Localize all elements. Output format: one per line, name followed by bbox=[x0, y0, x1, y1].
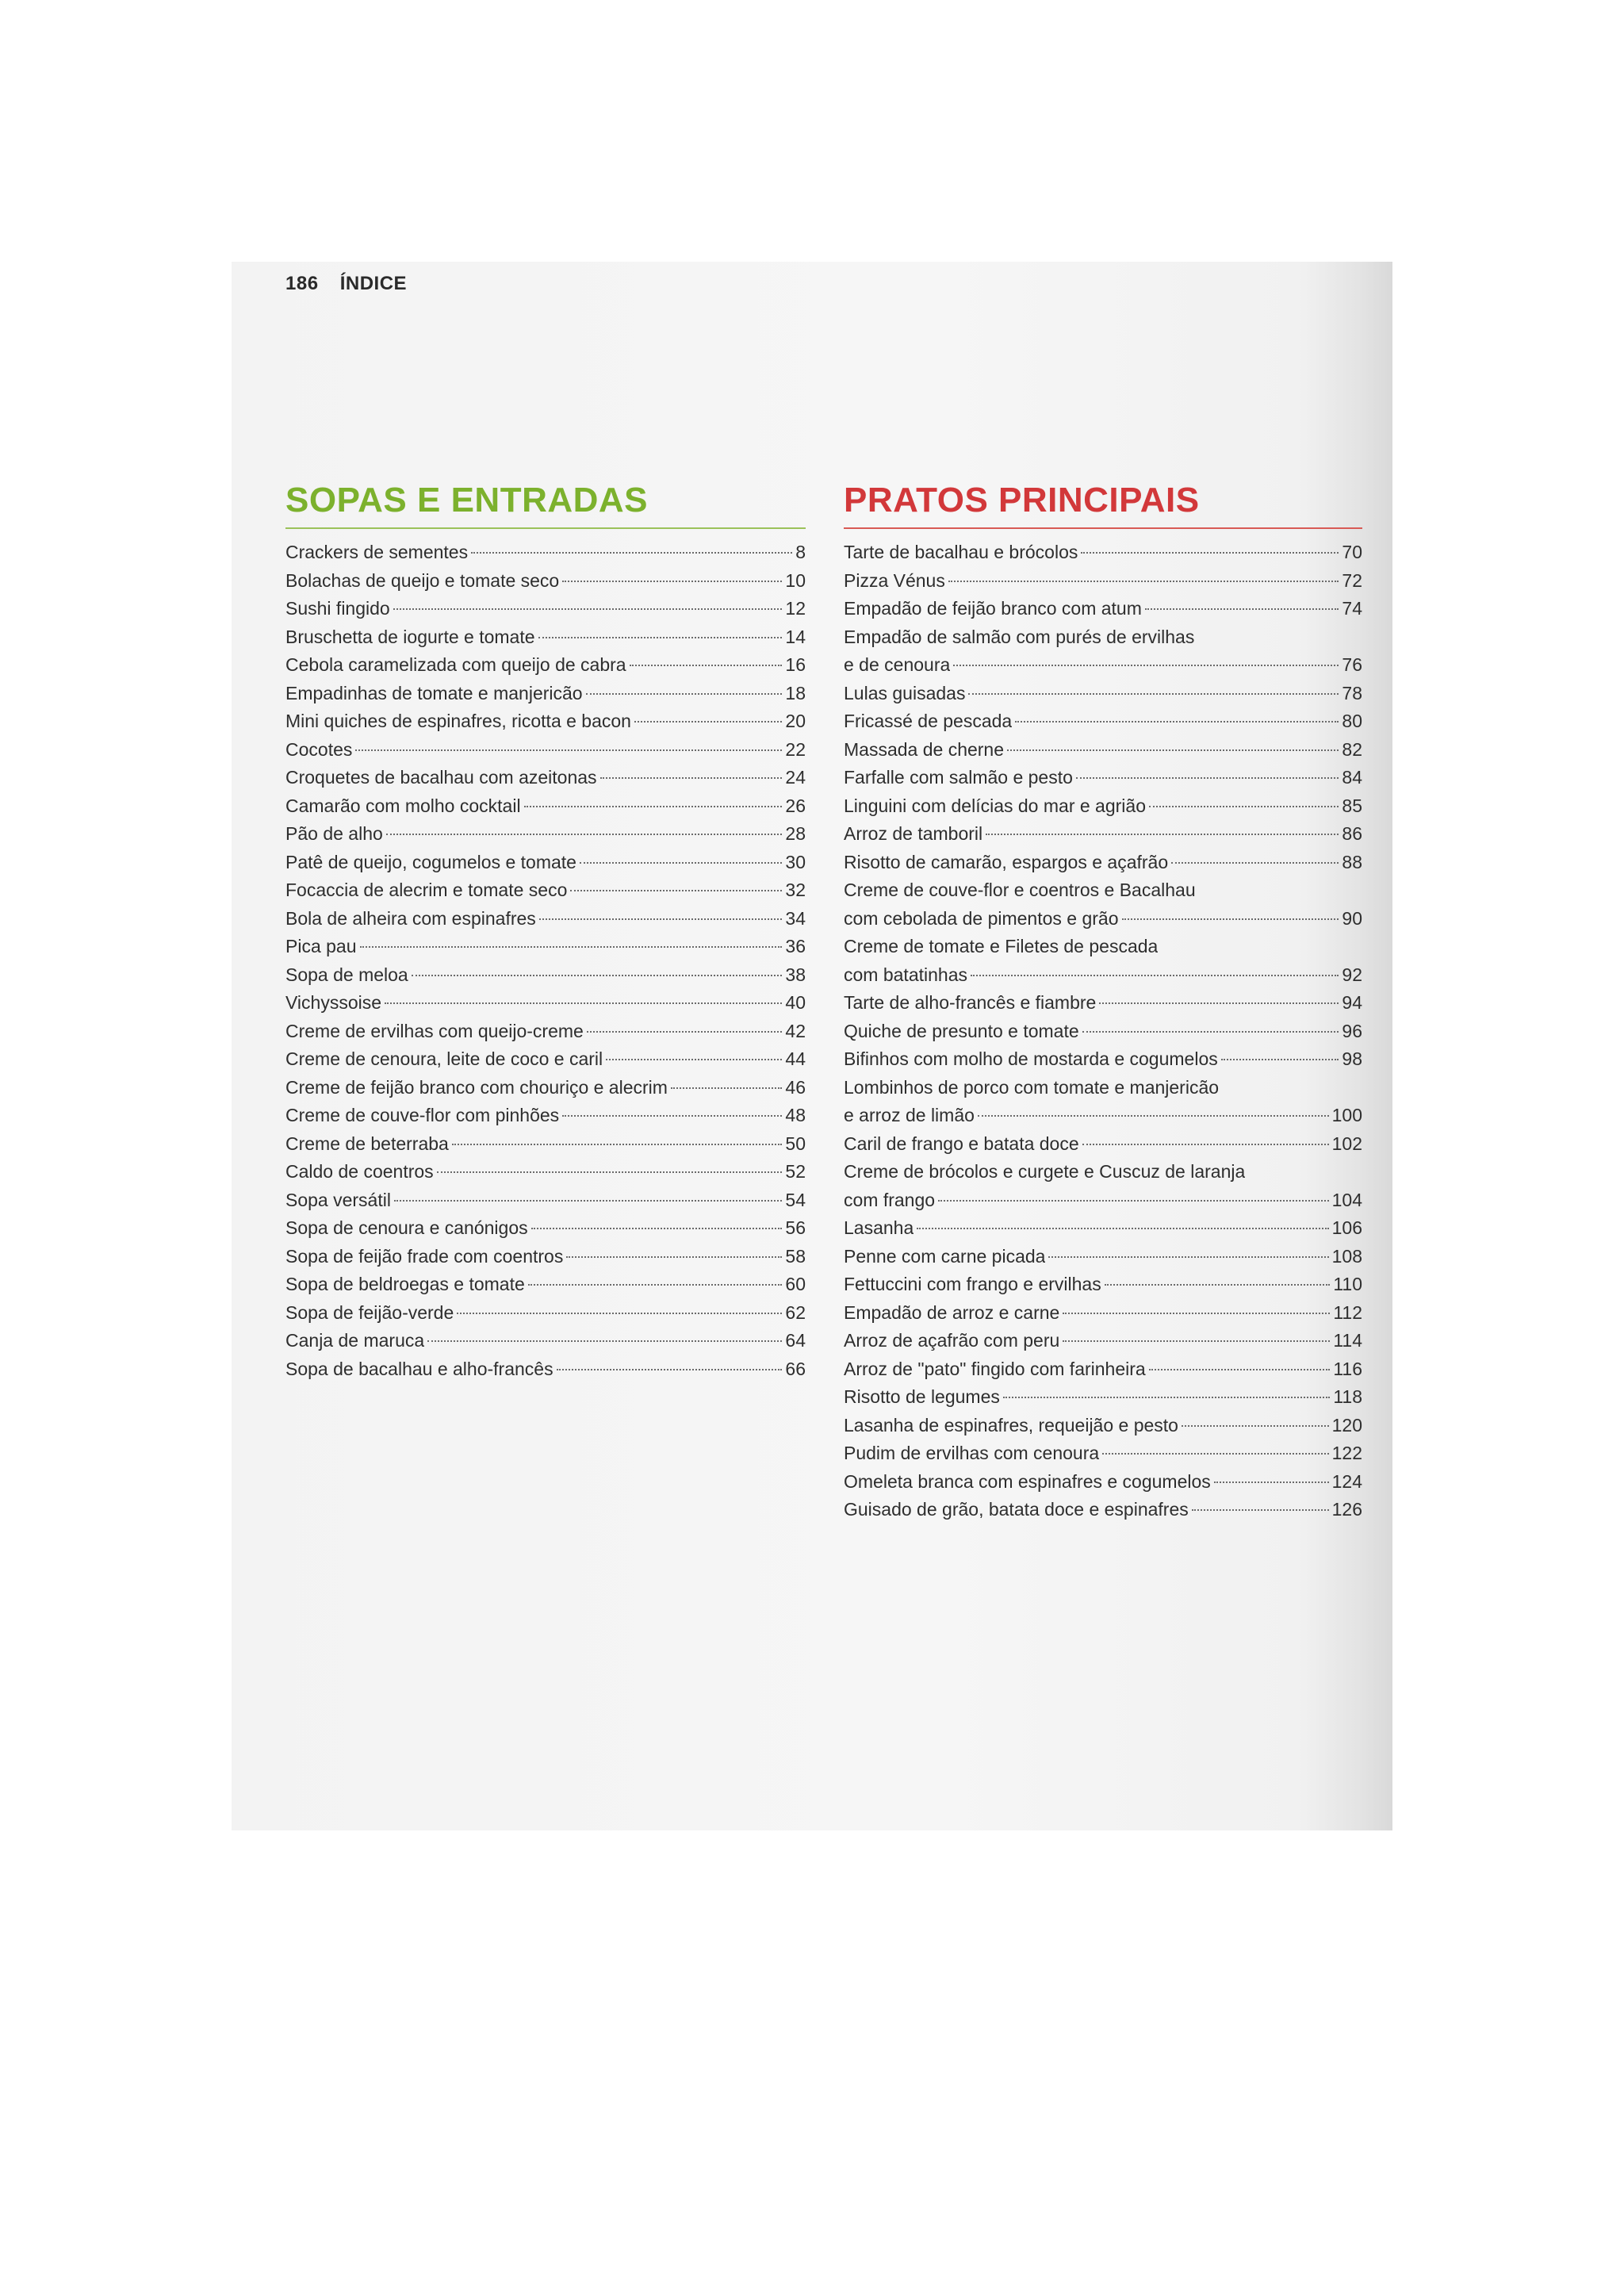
entry-page-number: 116 bbox=[1333, 1358, 1362, 1379]
index-entry bbox=[844, 1271, 1362, 1299]
entry-title: Lasanha bbox=[844, 1217, 914, 1238]
index-entry bbox=[844, 1186, 1362, 1215]
dot-leader bbox=[1145, 608, 1339, 610]
dot-leader bbox=[938, 1200, 1329, 1202]
entry-title: Sopa versátil bbox=[285, 1189, 391, 1210]
entry-page-number: 84 bbox=[1342, 767, 1362, 788]
entry-page-number: 108 bbox=[1331, 1245, 1362, 1267]
page-number: 186 bbox=[285, 273, 319, 294]
running-head bbox=[285, 273, 407, 295]
entry-page-number: 52 bbox=[785, 1161, 806, 1182]
entry-title: Sopa de feijão frade com coentros bbox=[285, 1245, 564, 1267]
entry-page-number: 82 bbox=[1342, 738, 1362, 760]
index-entry bbox=[844, 989, 1362, 1018]
entry-page-number: 80 bbox=[1342, 711, 1362, 731]
entry-title: Omeleta branca com espinafres e cogumelos bbox=[844, 1470, 1211, 1492]
index-entry bbox=[844, 1327, 1362, 1355]
dot-leader bbox=[360, 946, 783, 948]
section-sopas-e-entradas bbox=[285, 478, 806, 1383]
dot-leader bbox=[427, 1340, 782, 1342]
index-entry bbox=[285, 1355, 806, 1384]
index-entry bbox=[285, 1214, 806, 1243]
entry-title: Sopa de beldroegas e tomate bbox=[285, 1274, 525, 1294]
dot-leader bbox=[1171, 862, 1339, 864]
dot-leader bbox=[1214, 1481, 1329, 1483]
entry-title: Caril de frango e batata doce bbox=[844, 1133, 1079, 1154]
dot-leader bbox=[528, 1284, 783, 1286]
entry-title: Creme de feijão branco com chouriço e alecrim bbox=[285, 1076, 668, 1098]
entry-title: Pão de alho bbox=[285, 823, 383, 844]
dot-leader bbox=[539, 918, 783, 920]
entry-title: Risotto de legumes bbox=[844, 1386, 1000, 1407]
entry-title: Risotto de camarão, espargos e açafrão bbox=[844, 851, 1169, 872]
dot-leader bbox=[1007, 749, 1339, 751]
index-entry bbox=[844, 1496, 1362, 1524]
dot-leader bbox=[1099, 1002, 1339, 1004]
dot-leader bbox=[971, 975, 1339, 976]
dot-leader bbox=[452, 1144, 783, 1145]
entry-page-number: 14 bbox=[785, 626, 806, 647]
dot-leader bbox=[671, 1087, 782, 1089]
entry-title: Arroz de açafrão com peru bbox=[844, 1330, 1060, 1351]
index-entry bbox=[844, 1130, 1362, 1159]
entry-page-number: 126 bbox=[1331, 1499, 1362, 1520]
index-entry bbox=[285, 1045, 806, 1074]
entry-title: Arroz de tamboril bbox=[844, 823, 983, 844]
entry-title: Arroz de "pato" fingido com farinheira bbox=[844, 1358, 1146, 1379]
entry-title: Sushi fingido bbox=[285, 598, 390, 619]
entry-page-number: 85 bbox=[1342, 795, 1362, 816]
index-entry bbox=[285, 905, 806, 933]
entry-page-number: 30 bbox=[785, 851, 806, 872]
index-entry bbox=[844, 1018, 1362, 1046]
index-entry bbox=[285, 849, 806, 877]
dot-leader bbox=[393, 608, 783, 610]
entry-page-number: 20 bbox=[785, 711, 806, 731]
entry-page-number: 40 bbox=[785, 992, 806, 1013]
entry-page-number: 100 bbox=[1331, 1105, 1362, 1125]
index-entry bbox=[844, 1355, 1362, 1384]
entry-title: Bruschetta de iogurte e tomate bbox=[285, 626, 535, 647]
index-entry bbox=[285, 567, 806, 596]
entry-title: Sopa de cenoura e canónigos bbox=[285, 1217, 528, 1238]
entry-page-number: 124 bbox=[1331, 1470, 1362, 1492]
entry-page-number: 18 bbox=[785, 682, 806, 703]
dot-leader bbox=[587, 1031, 783, 1033]
index-entry bbox=[844, 1383, 1362, 1412]
index-entry bbox=[285, 707, 806, 736]
index-entry bbox=[844, 876, 1362, 905]
index-entry bbox=[285, 595, 806, 623]
index-entry bbox=[844, 1214, 1362, 1243]
index-entry bbox=[285, 1327, 806, 1355]
entry-title: Bifinhos com molho de mostarda e cogumelos bbox=[844, 1048, 1218, 1069]
index-entry bbox=[285, 792, 806, 821]
dot-leader bbox=[600, 777, 783, 779]
index-entry bbox=[844, 933, 1362, 961]
entry-page-number: 66 bbox=[785, 1358, 806, 1379]
entry-title: Tarte de bacalhau e brócolos bbox=[844, 542, 1078, 562]
index-list bbox=[844, 539, 1362, 1524]
entry-title: Quiche de presunto e tomate bbox=[844, 1020, 1079, 1041]
entry-page-number: 46 bbox=[785, 1076, 806, 1098]
dot-leader bbox=[1082, 1144, 1329, 1145]
dot-leader bbox=[1048, 1256, 1328, 1258]
entry-page-number: 22 bbox=[785, 738, 806, 760]
entry-page-number: 8 bbox=[795, 542, 806, 562]
entry-title: Camarão com molho cocktail bbox=[285, 795, 521, 816]
entry-page-number: 96 bbox=[1342, 1020, 1362, 1041]
entry-title: com batatinhas bbox=[844, 964, 967, 985]
dot-leader bbox=[580, 862, 782, 864]
dot-leader bbox=[355, 749, 782, 751]
entry-page-number: 54 bbox=[785, 1189, 806, 1210]
entry-page-number: 34 bbox=[785, 907, 806, 929]
dot-leader bbox=[1063, 1313, 1330, 1314]
entry-page-number: 110 bbox=[1333, 1274, 1362, 1294]
dot-leader bbox=[1105, 1284, 1331, 1286]
section-heading: SOPAS E ENTRADAS bbox=[285, 481, 649, 519]
index-entry bbox=[844, 849, 1362, 877]
entry-title: Fricassé de pescada bbox=[844, 711, 1013, 731]
index-entry bbox=[285, 1158, 806, 1186]
index-entry bbox=[285, 539, 806, 567]
dot-leader bbox=[986, 834, 1339, 835]
index-entry bbox=[844, 1102, 1362, 1130]
dot-leader bbox=[538, 637, 783, 638]
dot-leader bbox=[1015, 721, 1339, 723]
entry-title: Guisado de grão, batata doce e espinafres bbox=[844, 1499, 1189, 1520]
entry-page-number: 120 bbox=[1331, 1414, 1362, 1435]
heading-rule bbox=[844, 527, 1362, 529]
entry-page-number: 118 bbox=[1333, 1386, 1362, 1407]
entry-page-number: 112 bbox=[1333, 1301, 1362, 1323]
entry-title: Creme de brócolos e curgete e Cuscuz de laranja bbox=[844, 1161, 1246, 1182]
index-entry bbox=[844, 1045, 1362, 1074]
index-entry bbox=[844, 651, 1362, 680]
dot-leader bbox=[524, 806, 783, 807]
entry-title: Empadão de arroz e carne bbox=[844, 1301, 1060, 1323]
entry-page-number: 88 bbox=[1342, 851, 1362, 872]
index-entry bbox=[285, 1186, 806, 1215]
index-entry bbox=[844, 961, 1362, 990]
entry-title: Cocotes bbox=[285, 738, 353, 760]
dot-leader bbox=[917, 1228, 1328, 1229]
entry-title: Pica pau bbox=[285, 936, 357, 956]
entry-page-number: 122 bbox=[1331, 1443, 1362, 1463]
index-entry bbox=[285, 1018, 806, 1046]
entry-title: Vichyssoise bbox=[285, 992, 382, 1013]
dot-leader bbox=[557, 1369, 783, 1370]
entry-title: Creme de couve-flor com pinhões bbox=[285, 1105, 560, 1125]
dot-leader bbox=[586, 693, 783, 695]
entry-title: Fettuccini com frango e ervilhas bbox=[844, 1274, 1101, 1294]
entry-title: Lasanha de espinafres, requeijão e pesto bbox=[844, 1414, 1178, 1435]
dot-leader bbox=[412, 975, 783, 976]
entry-title: Patê de queijo, cogumelos e tomate bbox=[285, 851, 576, 872]
entry-page-number: 32 bbox=[785, 880, 806, 900]
entry-title: Pizza Vénus bbox=[844, 569, 945, 591]
entry-title: Crackers de sementes bbox=[285, 542, 469, 562]
dot-leader bbox=[394, 1200, 782, 1202]
entry-title: Croquetes de bacalhau com azeitonas bbox=[285, 767, 597, 788]
index-entry bbox=[844, 905, 1362, 933]
entry-title: Creme de cenoura, leite de coco e caril bbox=[285, 1048, 603, 1069]
entry-page-number: 74 bbox=[1342, 598, 1362, 619]
entry-title: Bolachas de queijo e tomate seco bbox=[285, 569, 560, 591]
dot-leader bbox=[562, 1115, 782, 1117]
dot-leader bbox=[1082, 1031, 1339, 1033]
index-entry bbox=[844, 1412, 1362, 1440]
dot-leader bbox=[634, 721, 782, 723]
entry-title: e de cenoura bbox=[844, 654, 951, 675]
entry-page-number: 12 bbox=[785, 598, 806, 619]
entry-page-number: 72 bbox=[1342, 569, 1362, 591]
running-head-title: ÍNDICE bbox=[339, 273, 408, 294]
index-entry bbox=[285, 820, 806, 849]
entry-page-number: 56 bbox=[785, 1217, 806, 1238]
dot-leader bbox=[562, 581, 782, 582]
entry-page-number: 48 bbox=[785, 1105, 806, 1125]
entry-title: Focaccia de alecrim e tomate seco bbox=[285, 880, 568, 900]
entry-title: Sopa de bacalhau e alho-francês bbox=[285, 1358, 553, 1379]
index-entry bbox=[844, 1158, 1362, 1186]
dot-leader bbox=[570, 890, 782, 891]
dot-leader bbox=[953, 665, 1339, 666]
dot-leader bbox=[457, 1313, 782, 1314]
dot-leader bbox=[1149, 1369, 1331, 1370]
entry-title: Lombinhos de porco com tomate e manjericão bbox=[844, 1076, 1220, 1098]
entry-page-number: 44 bbox=[785, 1048, 806, 1069]
entry-page-number: 92 bbox=[1342, 964, 1362, 985]
entry-page-number: 28 bbox=[785, 823, 806, 844]
section-pratos-principais bbox=[844, 478, 1362, 1524]
index-entry bbox=[844, 707, 1362, 736]
dot-leader bbox=[437, 1171, 783, 1173]
entry-page-number: 78 bbox=[1342, 682, 1362, 703]
dot-leader bbox=[385, 1002, 782, 1004]
index-entry bbox=[844, 1299, 1362, 1328]
entry-title: Linguini com delícias do mar e agrião bbox=[844, 795, 1146, 816]
index-entry bbox=[285, 1130, 806, 1159]
entry-page-number: 64 bbox=[785, 1330, 806, 1351]
dot-leader bbox=[968, 693, 1339, 695]
entry-page-number: 62 bbox=[785, 1301, 806, 1323]
entry-title: Creme de ervilhas com queijo-creme bbox=[285, 1020, 584, 1041]
entry-page-number: 70 bbox=[1342, 542, 1362, 562]
dot-leader bbox=[1003, 1397, 1330, 1398]
index-entry bbox=[844, 764, 1362, 792]
index-entry bbox=[285, 989, 806, 1018]
entry-page-number: 24 bbox=[785, 767, 806, 788]
index-entry bbox=[844, 1243, 1362, 1271]
dot-leader bbox=[471, 552, 792, 554]
dot-leader bbox=[1122, 918, 1339, 920]
dot-leader bbox=[606, 1059, 782, 1060]
entry-title: Caldo de coentros bbox=[285, 1161, 434, 1182]
dot-leader bbox=[1102, 1453, 1328, 1455]
index-entry bbox=[844, 680, 1362, 708]
index-entry bbox=[285, 1271, 806, 1299]
entry-title: Creme de beterraba bbox=[285, 1133, 449, 1154]
entry-title: Lulas guisadas bbox=[844, 682, 966, 703]
entry-page-number: 90 bbox=[1342, 907, 1362, 929]
index-entry bbox=[844, 1439, 1362, 1468]
dot-leader bbox=[1192, 1509, 1329, 1511]
dot-leader bbox=[630, 665, 783, 666]
book-page bbox=[232, 262, 1392, 1830]
dot-leader bbox=[386, 834, 783, 835]
dot-leader bbox=[1063, 1340, 1330, 1342]
entry-title: Bola de alheira com espinafres bbox=[285, 907, 536, 929]
index-entry bbox=[844, 820, 1362, 849]
entry-title: Creme de tomate e Filetes de pescada bbox=[844, 936, 1159, 956]
index-entry bbox=[285, 680, 806, 708]
entry-page-number: 102 bbox=[1331, 1133, 1362, 1154]
index-entry bbox=[844, 595, 1362, 623]
entry-page-number: 114 bbox=[1333, 1330, 1362, 1351]
index-entry bbox=[285, 651, 806, 680]
entry-page-number: 36 bbox=[785, 936, 806, 956]
index-entry bbox=[844, 1074, 1362, 1102]
entry-page-number: 106 bbox=[1331, 1217, 1362, 1238]
entry-page-number: 104 bbox=[1331, 1189, 1362, 1210]
index-entry bbox=[844, 792, 1362, 821]
entry-page-number: 42 bbox=[785, 1020, 806, 1041]
heading-rule bbox=[285, 527, 806, 529]
index-entry bbox=[285, 933, 806, 961]
entry-title: Sopa de feijão-verde bbox=[285, 1301, 454, 1323]
dot-leader bbox=[1182, 1425, 1329, 1427]
entry-title: Farfalle com salmão e pesto bbox=[844, 767, 1073, 788]
index-entry bbox=[285, 1074, 806, 1102]
entry-title: Pudim de ervilhas com cenoura bbox=[844, 1443, 1100, 1463]
entry-title: Massada de cherne bbox=[844, 738, 1005, 760]
index-entry bbox=[844, 567, 1362, 596]
dot-leader bbox=[1221, 1059, 1339, 1060]
entry-title: Empadinhas de tomate e manjericão bbox=[285, 682, 583, 703]
section-heading: PRATOS PRINCIPAIS bbox=[844, 481, 1200, 519]
index-entry bbox=[285, 961, 806, 990]
entry-page-number: 16 bbox=[785, 654, 806, 675]
index-entry bbox=[285, 1299, 806, 1328]
index-entry bbox=[285, 736, 806, 765]
entry-title: Sopa de meloa bbox=[285, 964, 408, 985]
entry-page-number: 76 bbox=[1342, 654, 1362, 675]
index-entry bbox=[285, 764, 806, 792]
dot-leader bbox=[1076, 777, 1339, 779]
dot-leader bbox=[1149, 806, 1339, 807]
entry-title: Empadão de salmão com purés de ervilhas bbox=[844, 626, 1195, 647]
index-entry bbox=[844, 736, 1362, 765]
entry-page-number: 60 bbox=[785, 1274, 806, 1294]
entry-title: com frango bbox=[844, 1189, 936, 1210]
entry-page-number: 98 bbox=[1342, 1048, 1362, 1069]
index-entry bbox=[844, 623, 1362, 652]
entry-page-number: 86 bbox=[1342, 823, 1362, 844]
index-entry bbox=[285, 623, 806, 652]
entry-title: com cebolada de pimentos e grão bbox=[844, 907, 1119, 929]
index-entry bbox=[844, 1468, 1362, 1497]
entry-title: e arroz de limão bbox=[844, 1105, 975, 1125]
entry-page-number: 38 bbox=[785, 964, 806, 985]
dot-leader bbox=[978, 1115, 1329, 1117]
dot-leader bbox=[1081, 552, 1339, 554]
entry-title: Empadão de feijão branco com atum bbox=[844, 598, 1142, 619]
index-entry bbox=[285, 1102, 806, 1130]
entry-title: Penne com carne picada bbox=[844, 1245, 1046, 1267]
dot-leader bbox=[531, 1228, 783, 1229]
entry-title: Creme de couve-flor e coentros e Bacalhau bbox=[844, 880, 1196, 900]
entry-page-number: 26 bbox=[785, 795, 806, 816]
entry-title: Tarte de alho-francês e fiambre bbox=[844, 992, 1097, 1013]
index-entry bbox=[285, 1243, 806, 1271]
index-entry bbox=[844, 539, 1362, 567]
entry-page-number: 94 bbox=[1342, 992, 1362, 1013]
dot-leader bbox=[566, 1256, 782, 1258]
entry-title: Cebola caramelizada com queijo de cabra bbox=[285, 654, 626, 675]
entry-title: Mini quiches de espinafres, ricotta e bacon bbox=[285, 711, 631, 731]
index-list bbox=[285, 539, 806, 1383]
index-entry bbox=[285, 876, 806, 905]
entry-page-number: 50 bbox=[785, 1133, 806, 1154]
entry-title: Canja de maruca bbox=[285, 1330, 425, 1351]
dot-leader bbox=[948, 581, 1339, 582]
entry-page-number: 10 bbox=[785, 569, 806, 591]
entry-page-number: 58 bbox=[785, 1245, 806, 1267]
